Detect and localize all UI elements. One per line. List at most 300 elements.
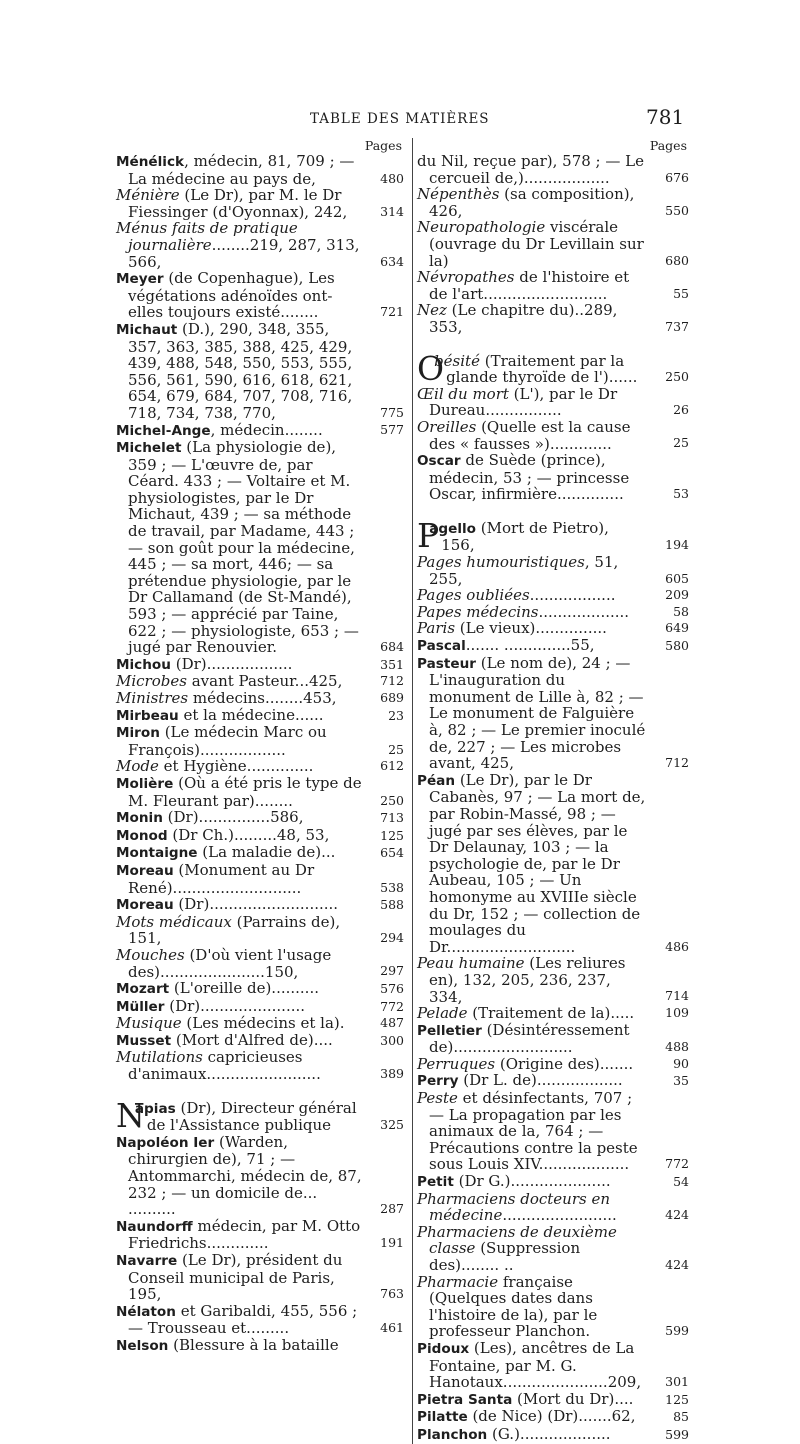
page-reference (362, 1100, 404, 1134)
entry-detail: (Désintéressement de)......................... (429, 1020, 630, 1057)
page-reference (647, 186, 689, 219)
entry-text (417, 587, 647, 604)
page-reference-number: 576 (380, 981, 404, 997)
page-reference (647, 1056, 689, 1073)
entry-detail: (La maladie de)... (197, 843, 336, 862)
page-reference (362, 844, 404, 862)
index-entry (417, 1191, 689, 1224)
page-reference (362, 1032, 404, 1050)
index-entry (417, 1056, 689, 1073)
entry-detail: de l'histoire et de l'art.......................... (429, 268, 630, 303)
entry-detail: (de Nice) (Dr).......62, (467, 1407, 636, 1426)
page-reference (362, 321, 404, 422)
pages-column-label: Pages (364, 138, 402, 153)
entry-italic-term: Paris (417, 619, 456, 638)
index-entry (116, 844, 404, 862)
entry-headword: Mirbeau (116, 707, 179, 724)
index-entry (417, 772, 689, 956)
page-reference (647, 1340, 689, 1391)
page-reference (647, 1224, 689, 1274)
page-reference (362, 1015, 404, 1032)
entry-italic-term: Peste (417, 1089, 458, 1108)
page-reference-number: 577 (380, 422, 404, 438)
index-entry (116, 1049, 404, 1082)
page-reference-number: 487 (380, 1015, 404, 1031)
entry-headword: Pelletier (417, 1022, 482, 1039)
entry-detail: viscérale (ouvrage du Dr Levillain sur la) (429, 218, 644, 270)
page-reference-number: 25 (673, 435, 689, 451)
page-reference-number: 684 (380, 639, 404, 655)
entry-headword: apias (134, 1100, 176, 1117)
entry-detail: (Le vieux)............... (455, 619, 607, 638)
entry-detail: (sa composition), 426, (429, 185, 635, 220)
entry-detail: (G.)................... (487, 1424, 611, 1443)
index-entry (417, 604, 689, 621)
page-reference-number: 737 (665, 318, 689, 334)
entry-italic-term: Oreilles (417, 417, 477, 436)
index-entry (417, 1173, 689, 1191)
entry-headword: Pascal (417, 638, 466, 655)
entry-italic-term: Microbes (116, 672, 187, 691)
entry-detail: (Suppression des)........ .. (429, 1239, 581, 1274)
index-entry (417, 219, 689, 269)
page-reference-number: 712 (380, 673, 404, 689)
page-reference (362, 220, 404, 270)
entry-detail: médecins........453, (188, 689, 337, 707)
page-reference (362, 1134, 404, 1218)
entry-detail: de Suède (prince), médecin, 53 ; — princesse Oscar, infirmière.............. (429, 451, 630, 504)
page-reference-number: 599 (665, 1426, 689, 1442)
page-reference-number: 772 (380, 998, 404, 1014)
page-reference-number: 26 (673, 402, 689, 418)
entry-headword: Musset (116, 1032, 172, 1049)
entry-headword: Michou (116, 656, 171, 673)
entry-italic-term: Mouches (116, 945, 185, 964)
page-reference (362, 827, 404, 845)
entry-italic-term: Papes médecins (417, 602, 539, 621)
entry-detail: , médecin........ (210, 420, 323, 439)
page-reference (647, 655, 689, 772)
page-reference (362, 896, 404, 914)
page-reference (362, 439, 404, 656)
page-reference-number: 772 (665, 1156, 689, 1172)
page-reference (362, 153, 404, 187)
entry-detail: (Traitement de la)..... (467, 1004, 635, 1023)
page-reference-number: 35 (673, 1073, 689, 1089)
page-reference-number: 90 (673, 1055, 689, 1071)
page-reference (362, 656, 404, 674)
entry-italic-term: Peau humaine (417, 954, 525, 973)
entry-text (116, 707, 362, 725)
page-reference-number: 689 (380, 690, 404, 705)
entry-headword: Pidoux (417, 1340, 470, 1357)
entry-text (116, 947, 362, 980)
entry-text (116, 270, 362, 321)
index-entry (116, 220, 404, 270)
entry-text (116, 758, 362, 775)
entry-headword: Petit (417, 1174, 454, 1191)
entry-detail: (Mort de Pietro), 156, (441, 518, 609, 555)
page-reference (362, 809, 404, 827)
entry-text (417, 1005, 647, 1022)
entry-text (417, 604, 647, 621)
entry-text (116, 980, 362, 998)
entry-italic-term: Pages humouristiques (417, 553, 585, 572)
entry-headword: Michaut (116, 321, 178, 338)
entry-detail: et Hygiène.............. (158, 757, 314, 776)
page-reference-number: 23 (388, 707, 404, 723)
page-reference-number: 775 (380, 404, 404, 420)
page-reference (647, 587, 689, 604)
entry-detail: (Mort du Dr).... (512, 1389, 634, 1408)
entry-text (116, 187, 362, 220)
entry-text (116, 656, 362, 674)
index-entry (116, 947, 404, 980)
entry-headword: Pilatte (417, 1409, 468, 1426)
index-entry (116, 656, 404, 674)
page-reference (647, 1173, 689, 1191)
page-reference (647, 153, 689, 186)
page-reference-number: 588 (380, 897, 404, 913)
page-reference (647, 419, 689, 452)
page-reference (647, 386, 689, 419)
page-reference (647, 219, 689, 269)
entry-text (417, 1426, 647, 1444)
page-reference (362, 422, 404, 440)
index-entry (417, 1072, 689, 1090)
entry-detail: (Les médecins et la). (181, 1014, 345, 1033)
entry-text (116, 998, 362, 1016)
page-reference-number: 54 (673, 1174, 689, 1190)
entry-italic-term: Perruques (417, 1054, 496, 1073)
entry-detail: (D'où vient l'usage des)......................150, (128, 945, 332, 981)
index-entry (417, 1005, 689, 1022)
entry-text (417, 1274, 647, 1340)
page-reference-number: 676 (665, 169, 689, 185)
entry-text (417, 1191, 647, 1224)
index-entry (417, 655, 689, 772)
entry-italic-term: Pharmaciens docteurs en médecine (417, 1189, 611, 1225)
page-reference-number: 634 (380, 253, 404, 269)
entry-headword: Pietra Santa (417, 1391, 513, 1408)
page-reference (362, 724, 404, 758)
page-reference-number: 287 (380, 1201, 404, 1217)
entry-detail: (Parrains de), 151, (128, 912, 341, 948)
index-entry (417, 1022, 689, 1056)
entry-detail: (L'oreille de).......... (169, 979, 319, 998)
entry-text (417, 348, 647, 388)
entry-text (417, 1340, 647, 1391)
entry-headword: Navarre (116, 1253, 178, 1269)
index-entry (417, 1391, 689, 1409)
entry-text (417, 186, 647, 219)
index-entry (417, 302, 689, 335)
index-entry (417, 186, 689, 219)
entry-detail: et désinfectants, 707 ; — La propagation par les animaux de la, 764 ; — Précautions contre la peste sous Louis XIV................... (429, 1089, 638, 1174)
entry-italic-term: Musique (116, 1014, 182, 1033)
index-entry (116, 673, 404, 690)
index-entry (116, 707, 404, 725)
page-reference (647, 269, 689, 302)
entry-detail: (Warden, chirurgien de), 71 ; — Antommarchi, médecin de, 87, 232 ; — un domicile de... .......... (128, 1132, 362, 1219)
page-reference-number: 712 (665, 755, 689, 771)
page-reference-number: 486 (665, 938, 689, 954)
entry-headword: Montaigne (116, 845, 198, 862)
page-reference-number: 85 (673, 1409, 689, 1425)
entry-text (116, 1303, 362, 1337)
entry-text (116, 1218, 362, 1252)
page-reference (647, 1426, 689, 1444)
page-reference (362, 707, 404, 725)
entry-detail: (Dr)...................... (164, 996, 306, 1015)
page-reference-number: 713 (380, 810, 404, 826)
entry-text (116, 690, 362, 707)
index-entry (116, 153, 404, 187)
entry-text (417, 219, 647, 269)
entry-headword: Napoléon Ier (116, 1134, 215, 1151)
page-reference (647, 353, 689, 386)
entry-text (417, 1090, 647, 1173)
page-reference (647, 1005, 689, 1022)
index-entry (417, 1340, 689, 1391)
entry-detail: (La physiologie de), 359 ; — L'œuvre de, par Céard. 433 ; — Voltaire et M. physiologistes, par le Dr Michaut, 439 ; — sa méthode de travail, par Madame, 443 ; — son goût pour la médecine, 445 ; — sa mort, 446; — sa prétendue physiologie, par le Dr Callamand (de St-Mandé), 593 ; — apprécié par Taine, 622 ; — physiologiste, 653 ; — jugé par Renouvier. (128, 438, 359, 657)
index-entry (116, 439, 404, 656)
index-entry (417, 452, 689, 503)
index-entry (116, 758, 404, 775)
entry-detail: (Quelle est la cause des « fausses »)............. (429, 417, 631, 453)
entry-headword: Miron (116, 725, 160, 742)
entry-text (417, 772, 647, 956)
page-number: 781 (646, 105, 685, 129)
drop-capital: P (417, 515, 440, 555)
entry-detail: (Le Dr), président du Conseil municipal de Paris, 195, (128, 1251, 343, 1304)
entry-text (116, 809, 362, 827)
entry-detail: (Le Dr), par le Dr Cabanès, 97 ; — La mort de, par Robin-Massé, 98 ; — jugé par ses élèves, par le Dr Delaunay, 103 ; — la psychologie de, par le Dr Aubeau, 105 ; — Un homonyme au XVIIIe siècle du Dr, 152 ; — collection de moulages du Dr........................... (429, 770, 646, 956)
entry-detail: ........................ (502, 1206, 617, 1225)
entry-headword: Moreau (116, 897, 174, 914)
entry-detail: ........219, 287, 313, 566, (128, 235, 360, 271)
page-reference (647, 554, 689, 587)
index-entries (116, 153, 404, 1355)
index-entry (116, 1303, 404, 1337)
entry-detail: , 51, 255, (429, 553, 619, 588)
entry-text (417, 1056, 647, 1073)
index-entry (417, 554, 689, 587)
entry-detail: (Dr G.)..................... (453, 1172, 611, 1191)
entry-italic-term: Pharmacie (417, 1272, 499, 1291)
entry-headword: Mozart (116, 981, 170, 998)
index-entry (116, 827, 404, 845)
entry-headword: Nélaton (116, 1303, 176, 1320)
page-reference-number: 125 (665, 1391, 689, 1407)
page-reference (647, 1391, 689, 1409)
page-reference-number: 580 (665, 638, 689, 654)
page-reference-number: 25 (388, 741, 404, 757)
entry-headword: Molière (116, 775, 174, 792)
entry-text (116, 914, 362, 947)
entry-text (116, 1015, 362, 1032)
entry-text (116, 153, 362, 187)
entry-detail: (D.), 290, 348, 355, 357, 363, 385, 388, 425, 429, 439, 488, 548, 550, 553, 555, 556, 561, 590, 616, 618, 621, 654, 679, 684, 707, 708, 716, 718, 734, 738, 770, (128, 319, 353, 422)
page-reference-number: 763 (380, 1286, 404, 1302)
entry-detail: (L'), par le Dr Dureau................ (429, 384, 618, 420)
index-entry (417, 1408, 689, 1426)
page-reference (362, 914, 404, 947)
page-reference-number: 424 (665, 1207, 689, 1223)
entry-detail: (Dr)........................... (173, 895, 339, 914)
entry-headword: Pasteur (417, 655, 476, 672)
drop-capital: N (116, 1095, 145, 1135)
index-entry (417, 637, 689, 655)
entry-headword: Moreau (116, 862, 174, 879)
page-reference-number: 599 (665, 1323, 689, 1339)
page-reference-number: 314 (380, 203, 404, 219)
entry-headword: Planchon (417, 1426, 488, 1443)
index-entry (116, 1252, 404, 1303)
page-reference (647, 1408, 689, 1426)
entry-detail: (Dr), Directeur général de l'Assistance publique (146, 1098, 357, 1135)
index-entry (417, 153, 689, 186)
index-entry (116, 187, 404, 220)
entry-text (417, 637, 647, 655)
index-entry (417, 1224, 689, 1274)
page-reference (362, 1218, 404, 1252)
entry-detail: (Dr).................. (170, 654, 293, 673)
page-reference-number: 109 (665, 1005, 689, 1021)
page-reference (647, 1191, 689, 1224)
page-reference (362, 690, 404, 707)
entry-headword: Nelson (116, 1337, 169, 1354)
page-reference-number: 461 (380, 1320, 404, 1336)
entry-headword: Naundorff (116, 1218, 193, 1235)
page-reference (362, 1049, 404, 1082)
index-entry (417, 587, 689, 604)
index-entry (116, 1337, 404, 1355)
index-entry (116, 321, 404, 422)
entry-headword: Oscar (417, 453, 461, 470)
page-reference (362, 1252, 404, 1303)
entry-italic-term: Pharmaciens de deuxième classe (417, 1222, 617, 1258)
entry-detail: (Où a été pris le type de M. Fleurant par)........ (128, 773, 362, 810)
index-entry (417, 1274, 689, 1340)
entry-detail: ................... (538, 602, 630, 621)
page-reference-number: 191 (380, 1235, 404, 1251)
page-reference-number: 654 (380, 845, 404, 861)
index-entry (417, 419, 689, 452)
entry-text (417, 1408, 647, 1426)
entry-text (417, 620, 647, 637)
page-header (0, 105, 800, 132)
entry-text (417, 1072, 647, 1090)
entry-detail: et Garibaldi, 455, 556 ; — Trousseau et......... (128, 1301, 358, 1338)
entry-detail: avant Pasteur...425, (186, 672, 343, 691)
entry-italic-term: Mots médicaux (116, 912, 232, 931)
entry-text (116, 1095, 362, 1135)
index-entry (116, 896, 404, 914)
index-entry (417, 386, 689, 419)
entry-detail: (Dr L. de).................. (458, 1071, 623, 1090)
entry-detail: (Dr Ch.).........48, 53, (167, 825, 330, 844)
page-reference-number: 389 (380, 1066, 404, 1082)
index-entry (417, 955, 689, 1005)
index-entry (116, 270, 404, 321)
entry-italic-term: bésité (434, 351, 480, 370)
page-reference-number: 53 (673, 486, 689, 502)
index-entry (116, 998, 404, 1016)
entry-detail: (Le Dr), par M. le Dr Fiessinger (d'Oyonnax), 242, (128, 186, 348, 221)
entry-italic-term: Nez (417, 301, 447, 320)
entry-text (417, 515, 647, 555)
page-reference (362, 980, 404, 998)
entry-text (417, 554, 647, 587)
index-entry (116, 422, 404, 440)
index-entry (116, 862, 404, 896)
page-reference (362, 758, 404, 775)
entry-detail: et la médecine...... (178, 705, 324, 724)
page-reference-number: 250 (380, 792, 404, 808)
entry-text (116, 844, 362, 862)
entry-italic-term: Mode (116, 757, 159, 776)
entry-text (116, 439, 362, 656)
entry-text (116, 673, 362, 690)
entry-detail: capricieuses d'animaux........................ (128, 1048, 321, 1084)
entry-italic-term: Népenthès (417, 185, 500, 204)
page-reference (647, 1090, 689, 1173)
page-reference-number: 209 (665, 587, 689, 603)
entry-detail: (Les), ancêtres de La Fontaine, par M. G. Hanotaux......................209, (429, 1338, 642, 1392)
entry-text (417, 452, 647, 503)
index-entry (417, 620, 689, 637)
index-entry (417, 1426, 689, 1444)
index-entry (116, 980, 404, 998)
entry-italic-term: Neuropathologie (417, 218, 546, 237)
page-reference (647, 604, 689, 621)
page-reference (647, 1022, 689, 1056)
entry-text (417, 1173, 647, 1191)
index-entry (116, 809, 404, 827)
page-reference-number: 294 (380, 930, 404, 946)
entry-text (417, 955, 647, 1005)
page-reference-number: 58 (673, 603, 689, 619)
entry-detail: (Le médecin Marc ou François).................. (128, 723, 327, 759)
page-reference (647, 637, 689, 655)
index-entries (417, 153, 689, 1444)
page-reference (647, 620, 689, 637)
index-entry (116, 724, 404, 758)
entry-text (417, 302, 647, 335)
index-entry (116, 1218, 404, 1252)
page-reference (647, 1072, 689, 1090)
index-entry (116, 1032, 404, 1050)
entry-detail: française (Quelques dates dans l'histoire de la), par le professeur Planchon. (429, 1272, 598, 1341)
pages-column-label: Pages (649, 138, 687, 153)
entry-text (116, 321, 362, 422)
page-reference-number: 680 (665, 252, 689, 268)
page-reference-number: 300 (380, 1032, 404, 1048)
section-gap (417, 503, 689, 520)
page-reference-number: 325 (380, 1117, 404, 1133)
page-reference (647, 772, 689, 956)
page-reference (362, 1337, 404, 1338)
page-reference-number: 424 (665, 1256, 689, 1272)
entry-text (116, 1252, 362, 1303)
page-reference (362, 673, 404, 690)
entry-detail: (Le chapitre du)..289, 353, (429, 301, 618, 336)
page-reference (647, 302, 689, 335)
page-reference (647, 520, 689, 554)
entry-text (116, 1337, 362, 1355)
entry-text (116, 220, 362, 270)
